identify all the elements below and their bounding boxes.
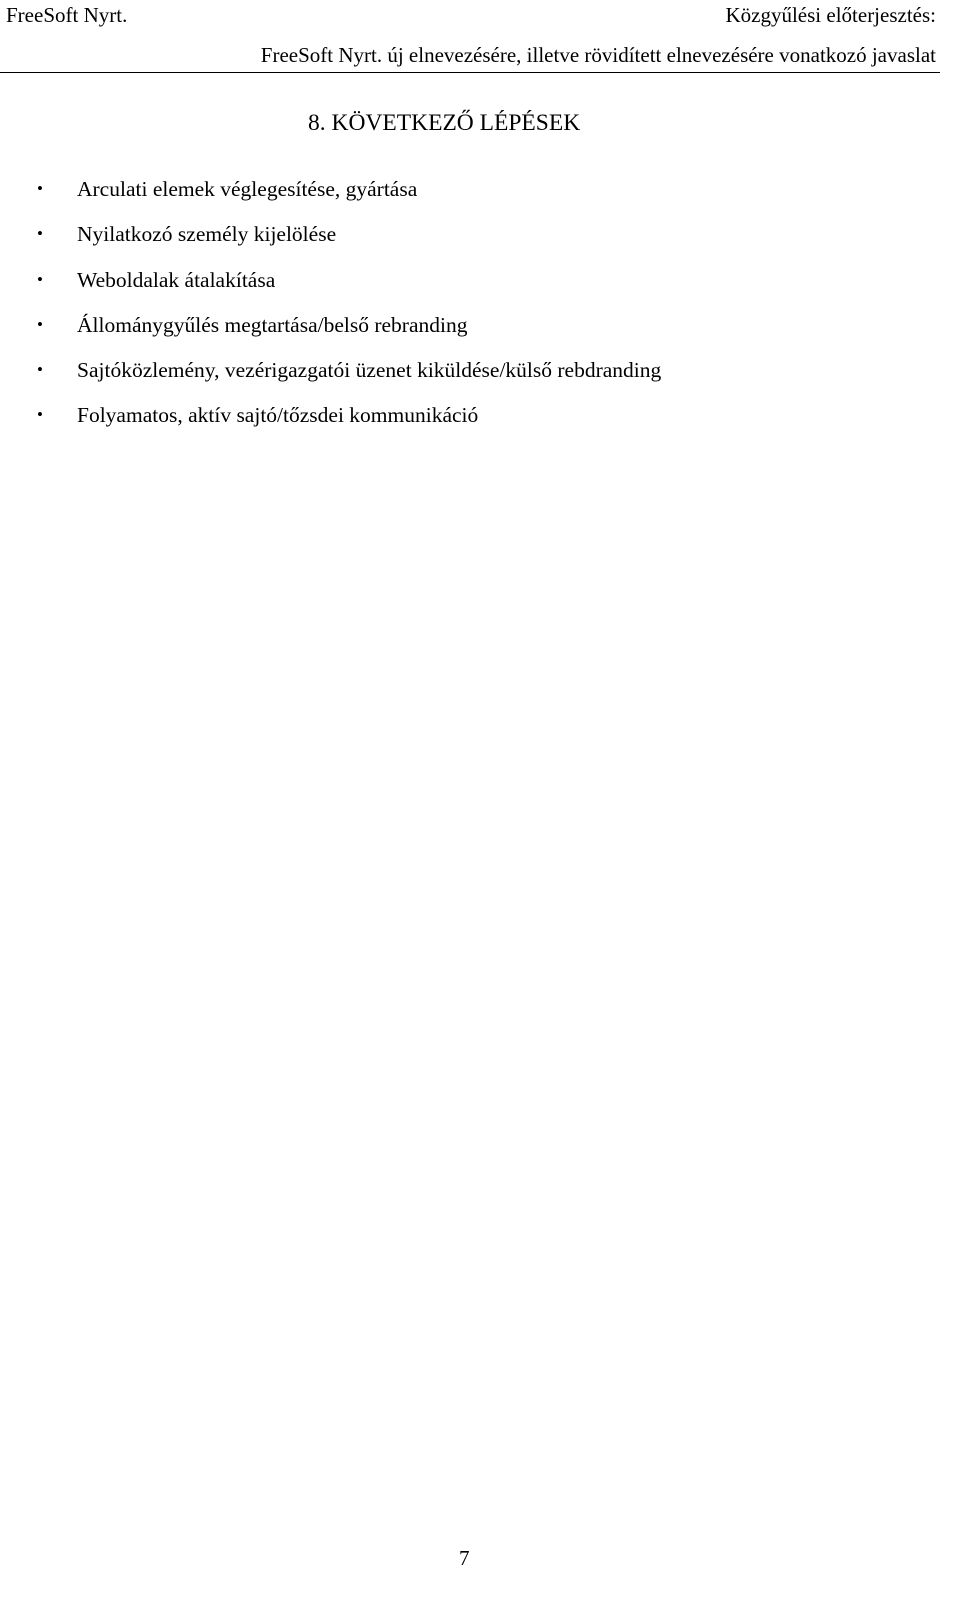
header-document-type: Közgyűlési előterjesztés: <box>725 3 936 27</box>
bullet-icon: • <box>37 179 43 198</box>
bullet-icon: • <box>37 360 43 380</box>
list-item-text: Arculati elemek véglegesítése, gyártása <box>77 177 418 201</box>
list-item-text: Állománygyűlés megtartása/belső rebranding <box>77 312 468 337</box>
section-title: 8. KÖVETKEZŐ LÉPÉSEK <box>308 110 581 136</box>
header-company-name: FreeSoft Nyrt. <box>6 3 128 27</box>
list-item-text: Folyamatos, aktív sajtó/tőzsdei kommunikáció <box>77 403 479 428</box>
bullet-icon: • <box>37 224 43 244</box>
bullet-icon: • <box>37 269 43 289</box>
page-number: 7 <box>459 1546 470 1570</box>
page-header <box>0 0 940 73</box>
header-subject: FreeSoft Nyrt. új elnevezésére, illetve rövidített elnevezésére vonatkozó javaslat <box>260 43 936 67</box>
list-item-text: Nyilatkozó személy kijelölése <box>77 222 337 247</box>
list-item-text: Weboldalak átalakítása <box>77 267 276 292</box>
list-item-text: Sajtóközlemény, vezérigazgatói üzenet kiküldése/külső rebdranding <box>77 358 662 383</box>
bullet-icon: • <box>37 314 43 334</box>
bullet-icon: • <box>37 405 43 425</box>
